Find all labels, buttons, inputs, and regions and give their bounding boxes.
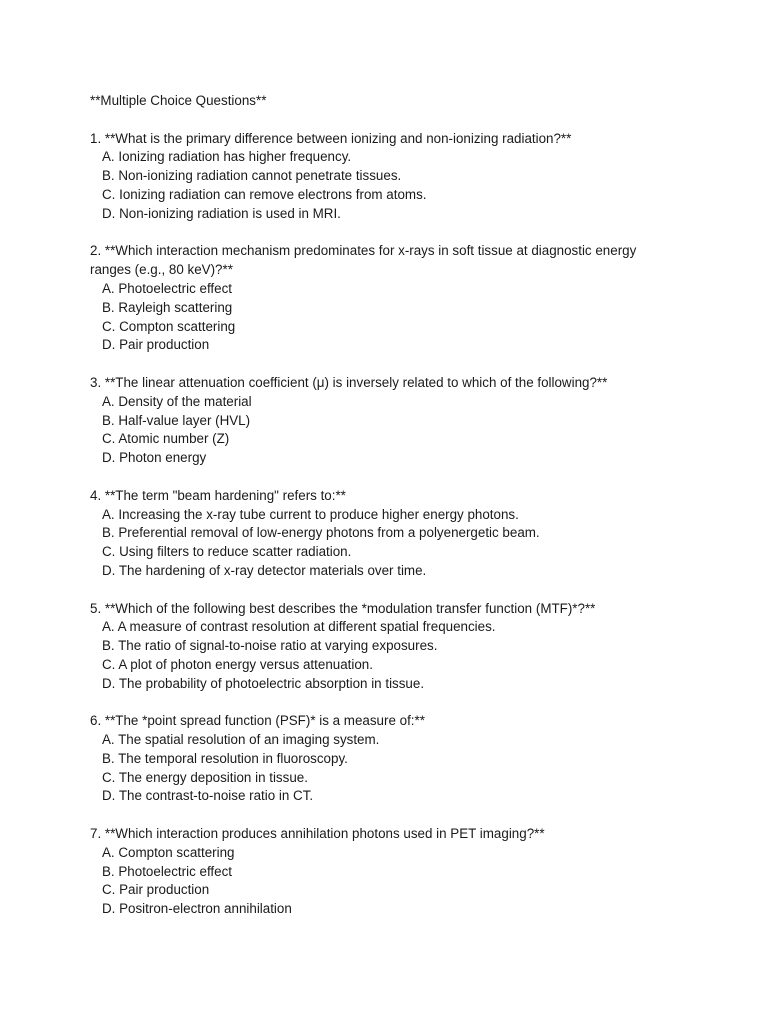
question-2: [90, 242, 690, 355]
option-c: C. Using filters to reduce scatter radiation.: [102, 544, 352, 560]
option-d: D. The hardening of x-ray detector materials over time.: [102, 562, 427, 578]
question-6: [90, 712, 690, 806]
option-b: B. Half-value layer (HVL): [102, 412, 251, 428]
option-b: B. The ratio of signal-to-noise ratio at varying exposures.: [102, 638, 438, 654]
question-7: [90, 825, 690, 919]
question-5: [90, 600, 690, 694]
option-b: B. Rayleigh scattering: [102, 299, 233, 315]
question-3: [90, 374, 690, 468]
option-a: A. Photoelectric effect: [102, 280, 233, 296]
option-b: B. The temporal resolution in fluoroscopy.: [102, 750, 348, 766]
option-c: C. Atomic number (Z): [102, 431, 230, 447]
option-a: A. Increasing the x-ray tube current to produce higher energy photons.: [102, 506, 519, 522]
question-4: [90, 487, 690, 581]
spacer: [90, 694, 690, 713]
option-b: B. Photoelectric effect: [102, 863, 233, 879]
option-d: D. Photon energy: [102, 450, 207, 466]
option-a: A. Compton scattering: [102, 844, 235, 860]
question-text: 1. **What is the primary difference between ionizing and non-ionizing radiation?**: [90, 130, 572, 146]
question-text: 6. **The *point spread function (PSF)* is a measure of:**: [90, 713, 425, 729]
option-b: B. Preferential removal of low-energy photons from a polyenergetic beam.: [102, 525, 540, 541]
option-d: D. Positron-electron annihilation: [102, 901, 292, 917]
question-text: 3. **The linear attenuation coefficient (μ) is inversely related to which of the following?**: [90, 374, 608, 390]
question-text: 2. **Which interaction mechanism predominates for x-rays in soft tissue at diagnostic energy ranges (e.g., 80 keV)?**: [90, 243, 637, 278]
option-d: D. Pair production: [102, 337, 210, 353]
question-text: 7. **Which interaction produces annihilation photons used in PET imaging?**: [90, 826, 545, 842]
option-a: A. A measure of contrast resolution at different spatial frequencies.: [102, 619, 496, 635]
option-c: C. Ionizing radiation can remove electrons from atoms.: [102, 186, 427, 202]
document-heading: **Multiple Choice Questions**: [90, 93, 267, 108]
spacer: [90, 355, 690, 374]
question-1: [90, 130, 690, 224]
spacer: [90, 806, 690, 825]
question-text: 4. **The term "beam hardening" refers to:**: [90, 487, 346, 503]
option-d: D. Non-ionizing radiation is used in MRI.: [102, 205, 341, 221]
option-d: D. The contrast-to-noise ratio in CT.: [102, 788, 314, 804]
question-text: 5. **Which of the following best describes the *modulation transfer function (MTF)*?**: [90, 600, 596, 616]
document-page: [90, 92, 690, 919]
option-d: D. The probability of photoelectric absorption in tissue.: [102, 675, 425, 691]
spacer: [90, 224, 690, 243]
spacer: [90, 468, 690, 487]
option-c: C. Pair production: [102, 882, 210, 898]
option-c: C. Compton scattering: [102, 318, 236, 334]
option-a: A. Ionizing radiation has higher frequency.: [102, 149, 352, 165]
option-c: C. A plot of photon energy versus attenuation.: [102, 656, 373, 672]
option-b: B. Non-ionizing radiation cannot penetrate tissues.: [102, 168, 402, 184]
spacer: [90, 581, 690, 600]
spacer: [90, 111, 690, 130]
option-a: A. The spatial resolution of an imaging system.: [102, 732, 380, 748]
option-c: C. The energy deposition in tissue.: [102, 769, 308, 785]
option-a: A. Density of the material: [102, 393, 252, 409]
